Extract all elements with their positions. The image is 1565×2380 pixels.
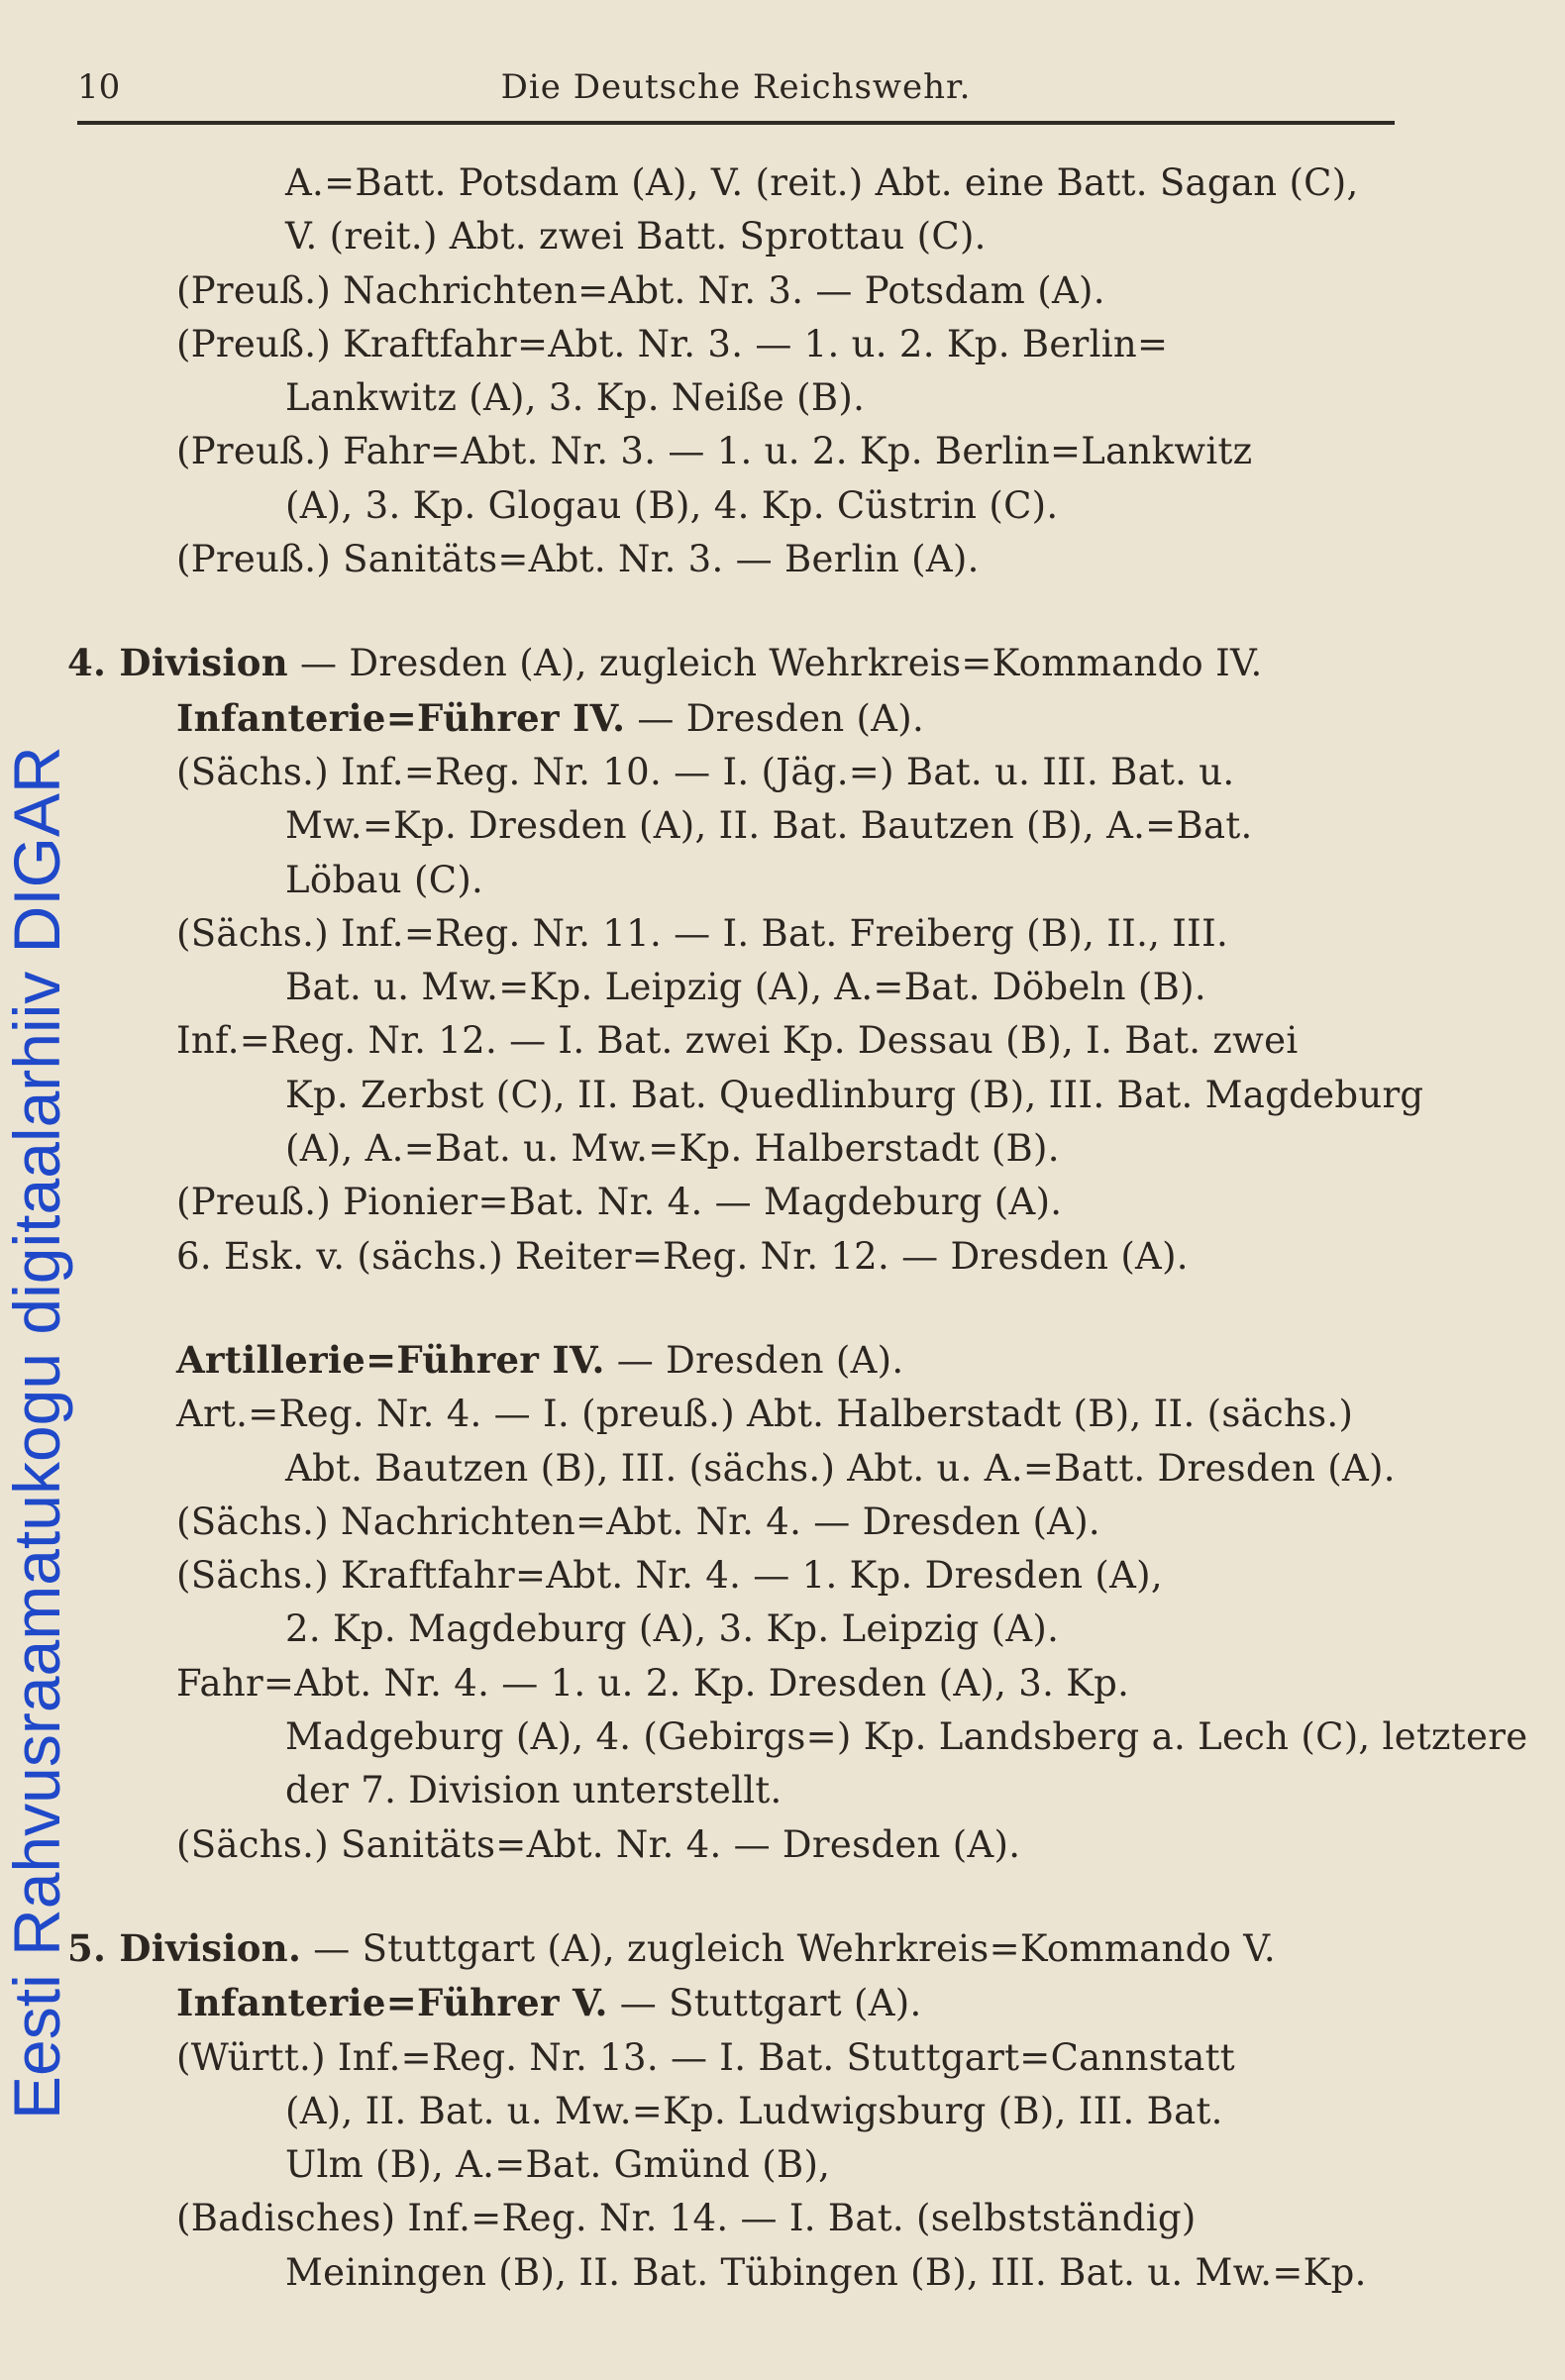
spacer: [176, 1872, 1405, 1921]
text-line: (Sächs.) Inf.=Reg. Nr. 11. — I. Bat. Freiberg (B), II., III.: [176, 911, 1229, 955]
text-line: Mw.=Kp. Dresden (A), II. Bat. Bautzen (B), A.=Bat.: [285, 804, 1253, 848]
text-line: 6. Esk. v. (sächs.) Reiter=Reg. Nr. 12. — Dresden (A).: [176, 1234, 1189, 1278]
running-title: Die Deutsche Reichswehr.: [500, 67, 972, 107]
text-line: Art.=Reg. Nr. 4. — I. (preuß.) Abt. Halberstadt (B), II. (sächs.): [176, 1393, 1354, 1436]
division-5-subtitle: — Stuttgart (A), zugleich Wehrkreis=Kommando V.: [301, 1926, 1276, 1970]
division-5-heading: [67, 1921, 1405, 1976]
text-line: (Sächs.) Inf.=Reg. Nr. 10. — I. (Jäg.=) Bat. u. III. Bat. u.: [176, 750, 1235, 793]
page-number: 10: [77, 67, 121, 107]
text-line: Löbau (C).: [285, 858, 484, 901]
artillerie-fuehrer-4-location: — Dresden (A).: [604, 1338, 904, 1382]
text-line: 2. Kp. Magdeburg (A), 3. Kp. Leipzig (A).: [285, 1607, 1060, 1651]
text-line: (A), 3. Kp. Glogau (B), 4. Kp. Cüstrin (C).: [285, 483, 1059, 527]
text-line: (Preuß.) Kraftfahr=Abt. Nr. 3. — 1. u. 2. Kp. Berlin=: [176, 322, 1169, 365]
infanterie-fuehrer-4-heading: [176, 691, 1405, 746]
text-line: Abt. Bautzen (B), III. (sächs.) Abt. u. A.=Batt. Dresden (A).: [285, 1446, 1396, 1490]
infanterie-fuehrer-4-title: Infanterie=Führer IV.: [176, 695, 626, 740]
division-5-section: [67, 1921, 1405, 2300]
block-3-division-end: [176, 156, 1405, 586]
text-line: Bat. u. Mw.=Kp. Leipzig (A), A.=Bat. Döbeln (B).: [285, 966, 1206, 1009]
text-line: Meiningen (B), II. Bat. Tübingen (B), III. Bat. u. Mw.=Kp.: [285, 2250, 1367, 2294]
text-line: Lankwitz (A), 3. Kp. Neiße (B).: [285, 376, 866, 420]
text-line: (Preuß.) Nachrichten=Abt. Nr. 3. — Potsdam (A).: [176, 268, 1105, 312]
text-line: (Preuß.) Fahr=Abt. Nr. 3. — 1. u. 2. Kp. Berlin=Lankwitz: [176, 430, 1253, 473]
text-line: der 7. Division unterstellt.: [285, 1769, 782, 1812]
text-line: Fahr=Abt. Nr. 4. — 1. u. 2. Kp. Dresden (A), 3. Kp.: [176, 1661, 1130, 1705]
page-body: [67, 156, 1528, 2300]
text-line: (Preuß.) Sanitäts=Abt. Nr. 3. — Berlin (A).: [176, 538, 980, 581]
running-header: [77, 61, 1395, 125]
digar-watermark: Eesti Rahvusraamatukogu digitaalarhiiv DIGAR: [0, 746, 73, 2120]
text-line: (Preuß.) Pionier=Bat. Nr. 4. — Magdeburg (A).: [176, 1181, 1063, 1224]
division-4-subtitle: — Dresden (A), zugleich Wehrkreis=Kommando IV.: [287, 642, 1263, 685]
infanterie-fuehrer-5-heading: [176, 1976, 1405, 2030]
spacer: [176, 586, 1405, 636]
division-5-title: 5. Division.: [67, 1925, 302, 1970]
division-4-section: [67, 636, 1528, 1872]
division-4-heading: [67, 636, 1405, 690]
text-line: V. (reit.) Abt. zwei Batt. Sprottau (C).: [285, 215, 987, 259]
text-line: (A), II. Bat. u. Mw.=Kp. Ludwigsburg (B), III. Bat.: [285, 2089, 1223, 2132]
text-line: (A), A.=Bat. u. Mw.=Kp. Halberstadt (B).: [285, 1127, 1060, 1171]
text-line: A.=Batt. Potsdam (A), V. (reit.) Abt. eine Batt. Sagan (C),: [285, 161, 1359, 204]
text-line: Madgeburg (A), 4. (Gebirgs=) Kp. Landsberg a. Lech (C), letztere: [285, 1715, 1528, 1759]
text-line: (Sächs.) Nachrichten=Abt. Nr. 4. — Dresden (A).: [176, 1500, 1100, 1543]
infanterie-fuehrer-5-location: — Stuttgart (A).: [607, 1982, 922, 2025]
text-line: Ulm (B), A.=Bat. Gmünd (B),: [285, 2143, 831, 2187]
artillerie-fuehrer-4-title: Artillerie=Führer IV.: [176, 1337, 605, 1382]
artillerie-fuehrer-4-heading: [176, 1333, 1405, 1388]
infanterie-fuehrer-4-location: — Dresden (A).: [625, 696, 925, 740]
text-line: (Sächs.) Sanitäts=Abt. Nr. 4. — Dresden (A).: [176, 1822, 1021, 1866]
text-line: Kp. Zerbst (C), II. Bat. Quedlinburg (B), III. Bat. Magdeburg: [285, 1073, 1424, 1116]
division-4-title: 4. Division: [67, 641, 288, 685]
text-line: Inf.=Reg. Nr. 12. — I. Bat. zwei Kp. Dessau (B), I. Bat. zwei: [176, 1019, 1299, 1063]
text-line: (Badisches) Inf.=Reg. Nr. 14. — I. Bat. (selbstständig): [176, 2197, 1197, 2240]
spacer: [176, 1284, 1405, 1333]
text-line: (Württ.) Inf.=Reg. Nr. 13. — I. Bat. Stuttgart=Cannstatt: [176, 2035, 1235, 2079]
infanterie-fuehrer-5-title: Infanterie=Führer V.: [176, 1981, 608, 2025]
text-line: (Sächs.) Kraftfahr=Abt. Nr. 4. — 1. Kp. Dresden (A),: [176, 1554, 1163, 1598]
